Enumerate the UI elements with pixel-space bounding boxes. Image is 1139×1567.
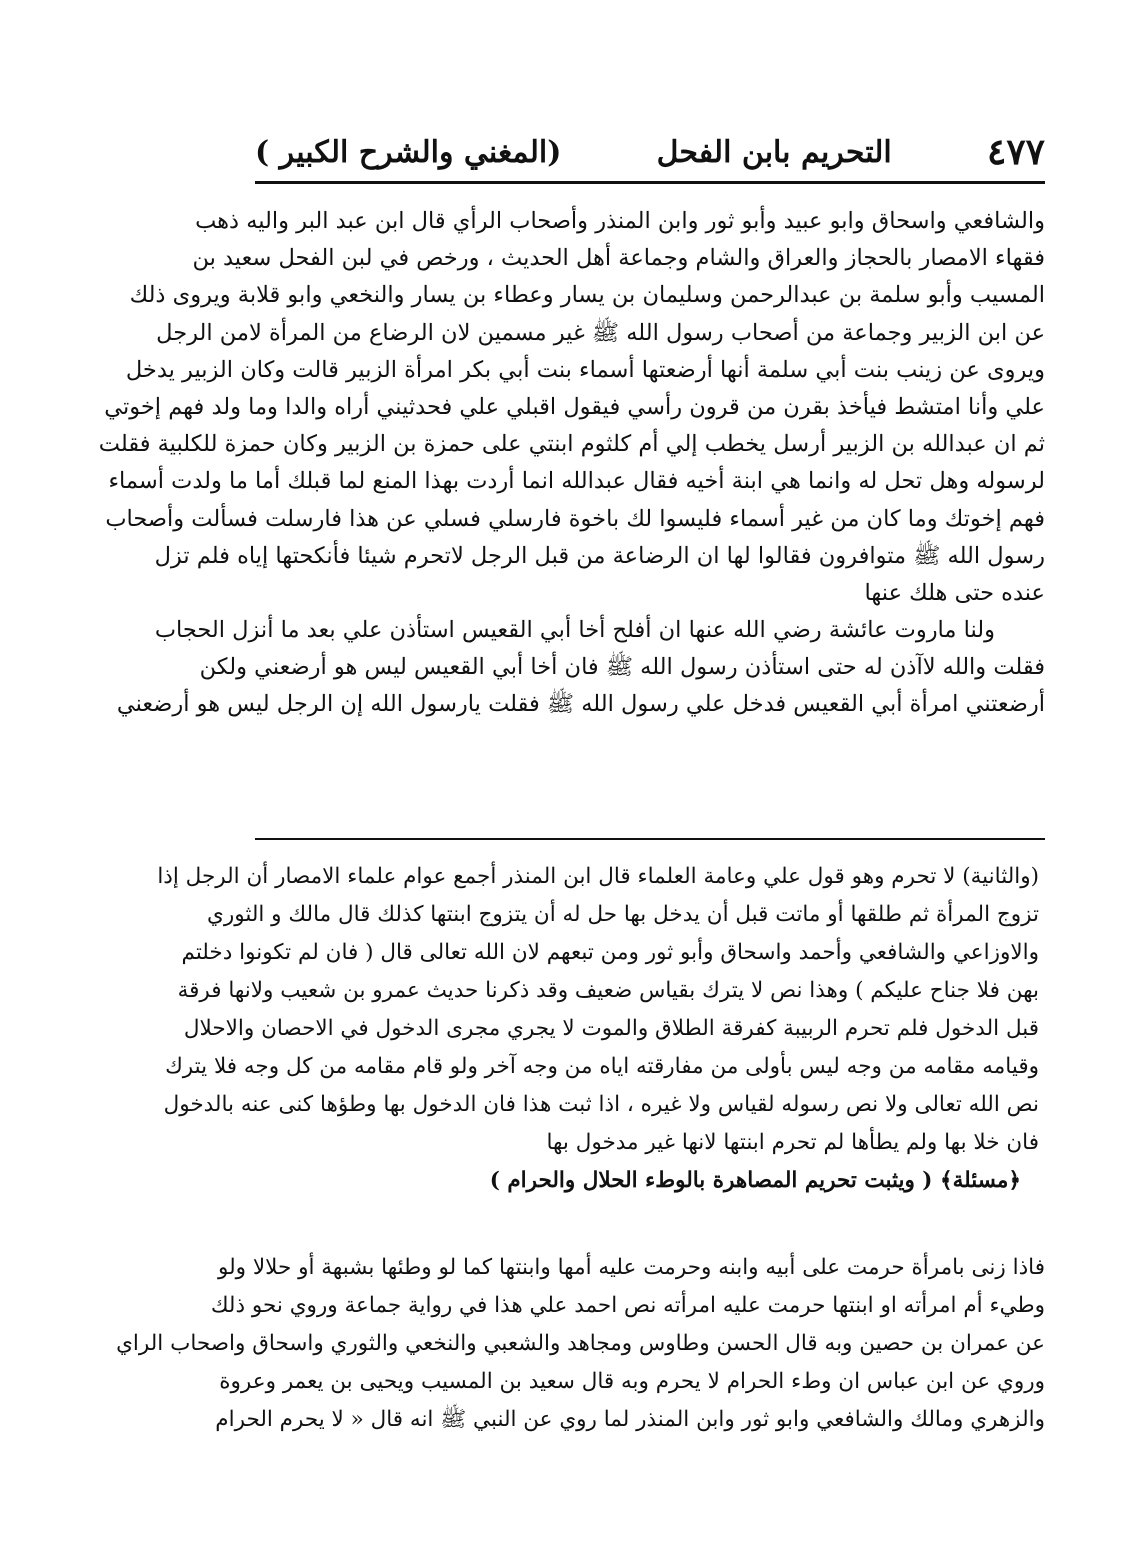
text-line: عن عمران بن حصين وبه قال الحسن وطاوس ومجاهد والشعبي والنخعي والثوري واسحاق واصحاب الراي: [116, 1331, 1045, 1356]
text-line: (والثانية) لا تحرم وهو قول علي وعامة العلماء قال ابن المنذر أجمع عوام علماء الامصار أن الرجل إذا: [157, 864, 1039, 889]
page-header: [255, 128, 1045, 176]
text-line: فان خلا بها ولم يطأها لم تحرم ابنتها لانها غير مدخول بها: [546, 1130, 1039, 1155]
section-divider: [255, 838, 1045, 840]
chapter-title: التحريم بابن الفحل: [656, 134, 892, 170]
text-line: والزهري ومالك والشافعي وابو ثور وابن المنذر لما روي عن النبي ﷺ انه قال « لا يحرم الحرام: [215, 1407, 1045, 1432]
text-line: المسيب وأبو سلمة بن عبدالرحمن وسليمان بن يسار وعطاء بن يسار والنخعي وابو قلابة ويروى ذلك: [129, 282, 1045, 309]
text-line: علي وأنا امتشط فيأخذ بقرن من قرون رأسي فيقول اقبلي علي فحدثيني أراه والدا وما ولد فهم إخوتي: [104, 393, 1045, 420]
text-line: نص الله تعالى ولا نص رسوله لقياس ولا غيره ، اذا ثبت هذا فان الدخول بها وطؤها كنى عنه بالدخول: [163, 1092, 1039, 1117]
text-line: عن ابن الزبير وجماعة من أصحاب رسول الله ﷺ غير مسمين لان الرضاع من المرأة لامن الرجل: [156, 319, 1045, 346]
book-title: (المغني والشرح الكبير ): [255, 134, 562, 170]
text-line: بهن فلا جناح عليكم ) وهذا نص لا يترك بقياس ضعيف وقد ذكرنا حديث عمرو بن شعيب ولانها فرقة: [177, 978, 1039, 1003]
commentary-text-block-continued: [116, 1249, 1045, 1439]
text-line: وروي عن ابن عباس ان وطء الحرام لا يحرم وبه قال سعيد بن المسيب ويحيى بن يعمر وعروة: [219, 1369, 1045, 1394]
text-line: عنده حتى هلك عنها: [864, 579, 1045, 606]
text-line: قبل الدخول فلم تحرم الربيبة كفرقة الطلاق والموت لا يجري مجرى الدخول في الاحصان والاحلال: [183, 1016, 1039, 1041]
text-line: تزوج المرأة ثم طلقها أو ماتت قبل أن يدخل بها حل له أن يتزوج ابنتها كذلك قال مالك و الثوري: [207, 902, 1039, 927]
header-rule: [255, 181, 1045, 184]
text-line: وقيامه مقامه من وجه ليس بأولى من مفارقته اياه من وجه آخر ولو قام مقامه من كل وجه فلا يترك: [165, 1054, 1039, 1079]
text-line: لرسوله وهل تحل له وانما هي ابنة أخيه فقال عبدالله انما أردت بهذا المنع لما قبلك أما ما ولدت أسماء: [108, 468, 1045, 495]
text-line: رسول الله ﷺ متوافرون فقالوا لها ان الرضاعة من قبل الرجل لاتحرم شيئا فأنكحتها إياه فلم تزل: [154, 542, 1045, 569]
text-line: فقلت والله لاآذن له حتى استأذن رسول الله ﷺ فان أخا أبي القعيس ليس هو أرضعني ولكن: [199, 654, 1045, 681]
text-line: وطيء أم امرأته او ابنتها حرمت عليه امرأته نص احمد علي هذا في رواية جماعة وروي نحو ذلك: [210, 1293, 1045, 1318]
text-line: والشافعي واسحاق وابو عبيد وأبو ثور وابن المنذر وأصحاب الرأي قال ابن عبد البر واليه ذهب: [195, 208, 1045, 234]
text-line: والاوزاعي والشافعي وأحمد واسحاق وأبو ثور ومن تبعهم لان الله تعالى قال ( فان لم تكونوا دخلتم: [181, 940, 1039, 965]
text-line: فقهاء الامصار بالحجاز والعراق والشام وجماعة أهل الحديث ، ورخص في لبن الفحل سعيد بن: [192, 245, 1045, 272]
commentary-text-block: [157, 858, 1039, 1200]
text-line: ثم ان عبدالله بن الزبير أرسل يخطب إلي أم كلثوم ابنتي على حمزة بن الزبير وكان حمزة للكلبية فقلت: [98, 431, 1045, 458]
text-line: ولنا ماروت عائشة رضي الله عنها ان أفلح أخا أبي القعيس استأذن علي بعد ما أنزل الحجاب: [154, 617, 995, 644]
page-number: ٤٧٧: [986, 131, 1045, 173]
text-line: فهم إخوتك وما كان من غير أسماء فليسوا لك باخوة فارسلي فسلي عن هذا فارسلت فسألت وأصحاب: [105, 505, 1045, 532]
text-line: فاذا زنى بامرأة حرمت على أبيه وابنه وحرمت عليه أمها وابنتها كما لو وطئها بشبهة أو حلالا ولو: [217, 1255, 1045, 1280]
text-line: أرضعتني امرأة أبي القعيس فدخل علي رسول الله ﷺ فقلت يارسول الله إن الرجل ليس هو أرضعني: [116, 691, 1045, 718]
main-text-block: [98, 203, 1045, 724]
text-line: ويروى عن زينب بنت أبي سلمة أنها أرضعتها أسماء بنت أبي بكر امرأة الزبير قالت وكان الزبير يدخل: [125, 356, 1045, 383]
masala-heading: ﴿مسئلة﴾ ( ويثبت تحريم المصاهرة بالوطء الحلال والحرام ): [489, 1168, 1021, 1193]
